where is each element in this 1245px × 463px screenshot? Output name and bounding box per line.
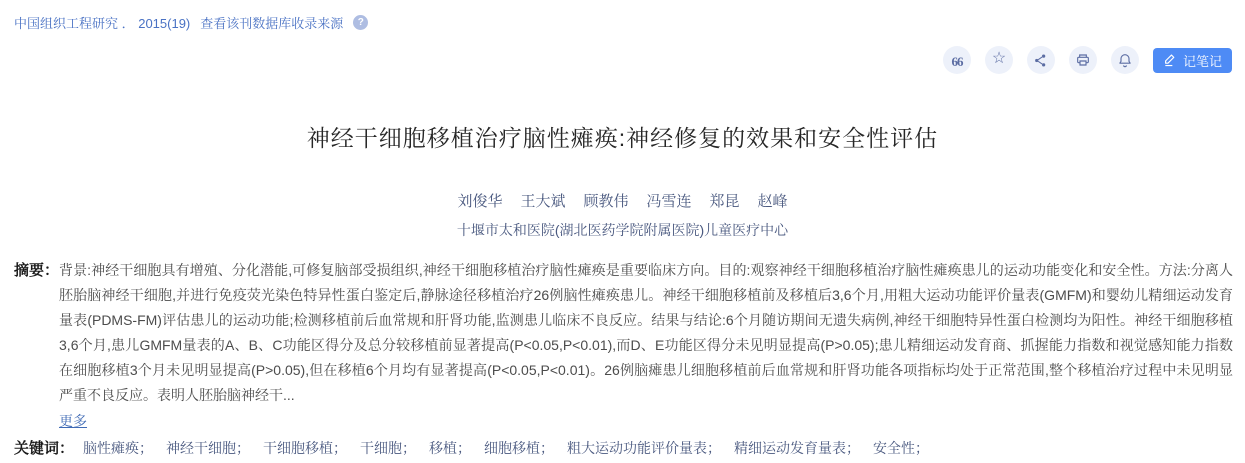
- print-button[interactable]: [1069, 46, 1097, 74]
- keyword-list: [74, 437, 1233, 459]
- abstract-text: 背景:神经干细胞具有增殖、分化潜能,可修复脑部受损组织,神经干细胞移植治疗脑性瘫痪是重要临床方向。目的:观察神经干细胞移植治疗脑性瘫痪患儿的运动功能变化和安全性。方法:分离人胚胎脑神经干细胞,并进行免疫荧光染色特异性蛋白鉴定后,静脉途径移植治疗26例脑性瘫痪患儿。神经干细胞移植前及移植后3,6个月,用粗大运动功能评价量表(GMFM)和婴幼儿精细运动发育量表(PDMS-FM)评估患儿的运动功能;检测移植前后血常规和肝肾功能,监测患儿临床不良反应。结果与结论:6个月随访期间无遗失病例,神经干细胞特异性蛋白检测均为阳性。神经干细胞移植3,6个月,患儿GMFM量表的A、B、C功能区得分及总分较移植前显著提高(P<0.05,P<0.01),而D、E功能区得分未见明显提高(P>0.05);患儿精细运动发育商、抓握能力指数和视觉感知能力指数在细胞移植3个月未见明显提高(P>0.05),但在移植6个月均有显著提高(P<0.05,P<0.01)。26例脑瘫患儿细胞移植前后血常规和肝肾功能各项指标均处于正常范围,整个移植治疗过程中未见明显严重不良反应。表明人胚胎脑神经干...: [59, 262, 1233, 403]
- keyword-link[interactable]: 安全性；: [873, 440, 930, 456]
- journal-bar: [14, 13, 368, 32]
- keyword-link[interactable]: 神经干细胞；: [166, 440, 251, 456]
- affiliation-line: [0, 220, 1245, 240]
- author-link[interactable]: 王大斌: [520, 193, 566, 210]
- take-note-button[interactable]: [1153, 48, 1232, 73]
- printer-icon: [1075, 52, 1091, 68]
- author-link[interactable]: 赵峰: [757, 193, 788, 210]
- journal-source-link[interactable]: 查看该刊数据库收录来源: [200, 16, 344, 31]
- more-link[interactable]: 更多: [59, 413, 88, 429]
- share-button[interactable]: [1027, 46, 1055, 74]
- author-link[interactable]: 冯雪连: [646, 193, 692, 210]
- keywords-section: [14, 436, 1233, 461]
- keyword-link[interactable]: 干细胞移植；: [263, 440, 348, 456]
- share-icon: [1033, 53, 1048, 68]
- keyword-link[interactable]: 干细胞；: [360, 440, 417, 456]
- star-icon: ☆: [991, 50, 1007, 67]
- keyword-link[interactable]: 细胞移植；: [484, 440, 555, 456]
- abstract-label: 摘要：: [14, 262, 60, 279]
- keywords-label: 关键词：: [14, 440, 75, 457]
- author-list: [0, 190, 1245, 211]
- keyword-link[interactable]: 脑性瘫痪；: [83, 440, 154, 456]
- help-icon[interactable]: ?: [353, 15, 368, 30]
- favorite-button[interactable]: [985, 46, 1013, 74]
- bell-icon: [1117, 52, 1133, 68]
- abstract-section: [14, 258, 1233, 432]
- pencil-icon: [1163, 53, 1177, 67]
- cite-button[interactable]: [943, 46, 971, 74]
- keyword-link[interactable]: 精细运动发育量表；: [734, 440, 861, 456]
- take-note-label: 记笔记: [1182, 53, 1222, 69]
- abstract-body: [59, 258, 1233, 432]
- quote-icon: 66: [951, 53, 963, 69]
- affiliation-link[interactable]: 十堰市太和医院(湖北医药学院附属医院)儿童医疗中心: [456, 222, 789, 238]
- alert-button[interactable]: [1111, 46, 1139, 74]
- author-link[interactable]: 刘俊华: [457, 193, 503, 210]
- journal-issue-link[interactable]: 中国组织工程研究 ． 2015(19): [14, 16, 191, 31]
- action-toolbar: [943, 46, 1232, 74]
- author-link[interactable]: 顾教伟: [583, 193, 629, 210]
- author-link[interactable]: 郑昆: [709, 193, 740, 210]
- keyword-link[interactable]: 粗大运动功能评价量表；: [567, 440, 722, 456]
- keyword-link[interactable]: 移植；: [429, 440, 472, 456]
- page-title: 神经干细胞移植治疗脑性瘫痪:神经修复的效果和安全性评估: [306, 125, 939, 151]
